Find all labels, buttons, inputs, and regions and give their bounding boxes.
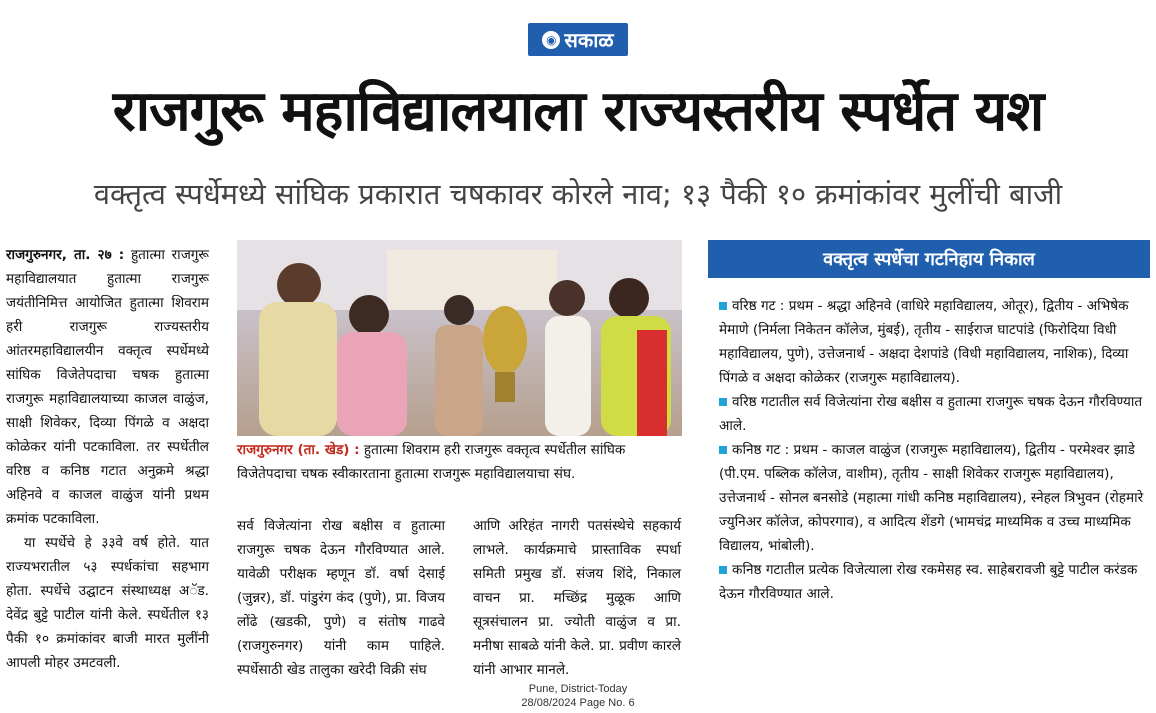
logo-emblem-icon: ◉: [542, 31, 560, 49]
bullet-square-icon: [719, 446, 727, 454]
photo-caption: [237, 438, 682, 486]
results-item: [719, 558, 1144, 606]
page-footer: [0, 682, 1156, 710]
results-title: वक्तृत्व स्पर्धेचा गटनिहाय निकाल: [708, 240, 1150, 278]
article-paragraph-2: या स्पर्धेचे हे ३३वे वर्ष होते. यात राज्यभरातील ५३ स्पर्धकांचा सहभाग होता. स्पर्धेचे उद्घाटन संस्थाध्यक्ष अॅड. देवेंद्र बुट्टे पाटील यांनी केले. स्पर्धेतील १३ पैकी १० क्रमांकांवर बाजी मारत मुलींनी आपली मोहर उमटवली.: [6, 535, 209, 671]
logo-text: सकाळ: [564, 28, 614, 52]
results-item-text: वरिष्ठ गट : प्रथम - श्रद्धा अहिनवे (वाधिरे महाविद्यालय, ओतूर), द्वितीय - अभिषेक मेमाणे (निर्मला निकेतन कॉलेज, मुंबई), तृतीय - साईराज घाटपांडे (फिरोदिया विधी महाविद्यालय, पुणे), उत्तेजनार्थ - अक्षदा देशपांडे (विधी महाविद्यालय, नाशिक), दिव्या पिंगळे व अक्षदा कोळेकर (राजगुरू महाविद्यालय).: [719, 298, 1129, 386]
results-item: [719, 294, 1144, 390]
bullet-square-icon: [719, 302, 727, 310]
caption-place: राजगुरुनगर (ता. खेड) :: [237, 442, 360, 458]
date-page-label: 28/08/2024 Page No. 6: [521, 697, 635, 709]
results-item: [719, 390, 1144, 438]
photo-illustration: [237, 240, 682, 436]
article-column-2: सर्व विजेत्यांना रोख बक्षीस व हुतात्मा राजगुरू चषक देऊन गौरविण्यात आले. यावेळी परीक्षक म्हणून डॉ. वर्षा देसाई (जुन्नर), डॉ. पांडुरंग कंद (पुणे), प्रा. विजय लोंढे (खडकी, पुणे) व संतोष गाढवे (राजगुरुनगर) यांनी काम पाहिले. स्पर्धेसाठी खेड तालुका खरेदी विक्री संघ: [237, 518, 445, 678]
results-item-text: कनिष्ठ गटातील प्रत्येक विजेत्याला रोख रकमेसह स्व. साहेबरावजी बुट्टे पाटील करंडक देऊन गौरविण्यात आले.: [719, 562, 1138, 602]
newspaper-logo: [528, 23, 628, 56]
results-item: [719, 438, 1144, 558]
caption-text: हुतात्मा शिवराम हरी राजगुरू वक्तृत्व स्पर्धेतील सांघिक विजेतेपदाचा चषक स्वीकारताना हुतात्मा राजगुरू महाविद्यालयाचा संघ.: [237, 442, 626, 482]
article-paragraph-1: [6, 243, 209, 531]
subheadline: वक्तृत्व स्पर्धेमध्ये सांघिक प्रकारात चषकावर कोरले नाव; १३ पैकी १० क्रमांकांवर मुलींची बाजी: [93, 177, 1063, 211]
article-column-3: आणि अरिहंत नागरी पतसंस्थेचे सहकार्य लाभले. कार्यक्रमाचे प्रास्ताविक स्पर्धा समिती प्रमुख डॉ. संजय शिंदे, निकाल वाचन प्रा. मच्छिंद्र मुळूक आणि सूत्रसंचालन प्रा. ज्योती वाळुंज व प्रा. मनीषा साबळे यांनी केले. प्रा. प्रवीण कारले यांनी आभार मानले.: [473, 518, 681, 678]
article-column-1: [6, 243, 209, 675]
edition-label: Pune, District-Today: [528, 683, 628, 695]
results-item-text: वरिष्ठ गटातील सर्व विजेत्यांना रोख बक्षीस व हुतात्मा राजगुरू चषक देऊन गौरविण्यात आले.: [719, 394, 1143, 434]
bullet-square-icon: [719, 398, 727, 406]
headline: राजगुरू महाविद्यालयाला राज्यस्तरीय स्पर्धेत यश: [112, 79, 1044, 144]
dateline: राजगुरुनगर, ता. २७ :: [6, 247, 125, 263]
news-photo: [237, 240, 682, 436]
article-paragraph-1-text: हुतात्मा राजगुरू महाविद्यालयात हुतात्मा राजगुरू जयंतीनिमित्त आयोजित हुतात्मा शिवराम हरी राजगुरू राज्यस्तरीय आंतरमहाविद्यालयीन वक्तृत्व स्पर्धेमध्ये सांघिक विजेतेपदाचा चषक हुतात्मा राजगुरू महाविद्यालयाच्या काजल वाळुंज, साक्षी शिवेकर, दिव्या पिंगळे व अक्षदा कोळेकर यांनी पटकाविला. तर स्पर्धेतील वरिष्ठ व कनिष्ठ गटात अनुक्रमे श्रद्धा अहिनवे व काजल वाळुंज यांनी प्रथम क्रमांक पटकाविला.: [6, 247, 209, 527]
results-item-text: कनिष्ठ गट : प्रथम - काजल वाळुंज (राजगुरू महाविद्यालय), द्वितीय - परमेश्वर झाडे (पी.एम. पब्लिक कॉलेज, वाशीम), तृतीय - साक्षी शिवेकर राजगुरू महाविद्यालय), उत्तेजनार्थ - सोनल बनसोडे (महात्मा गांधी कनिष्ठ महाविद्यालय), स्नेहल त्रिभुवन (रोहमारे ज्युनिअर कॉलेज, कोपरगाव), व आदित्य शेंडगे (भामचंद्र माध्यमिक व उच्च माध्यमिक विद्यालय, भांबोली).: [719, 442, 1144, 554]
bullet-square-icon: [719, 566, 727, 574]
results-list: [719, 294, 1144, 606]
